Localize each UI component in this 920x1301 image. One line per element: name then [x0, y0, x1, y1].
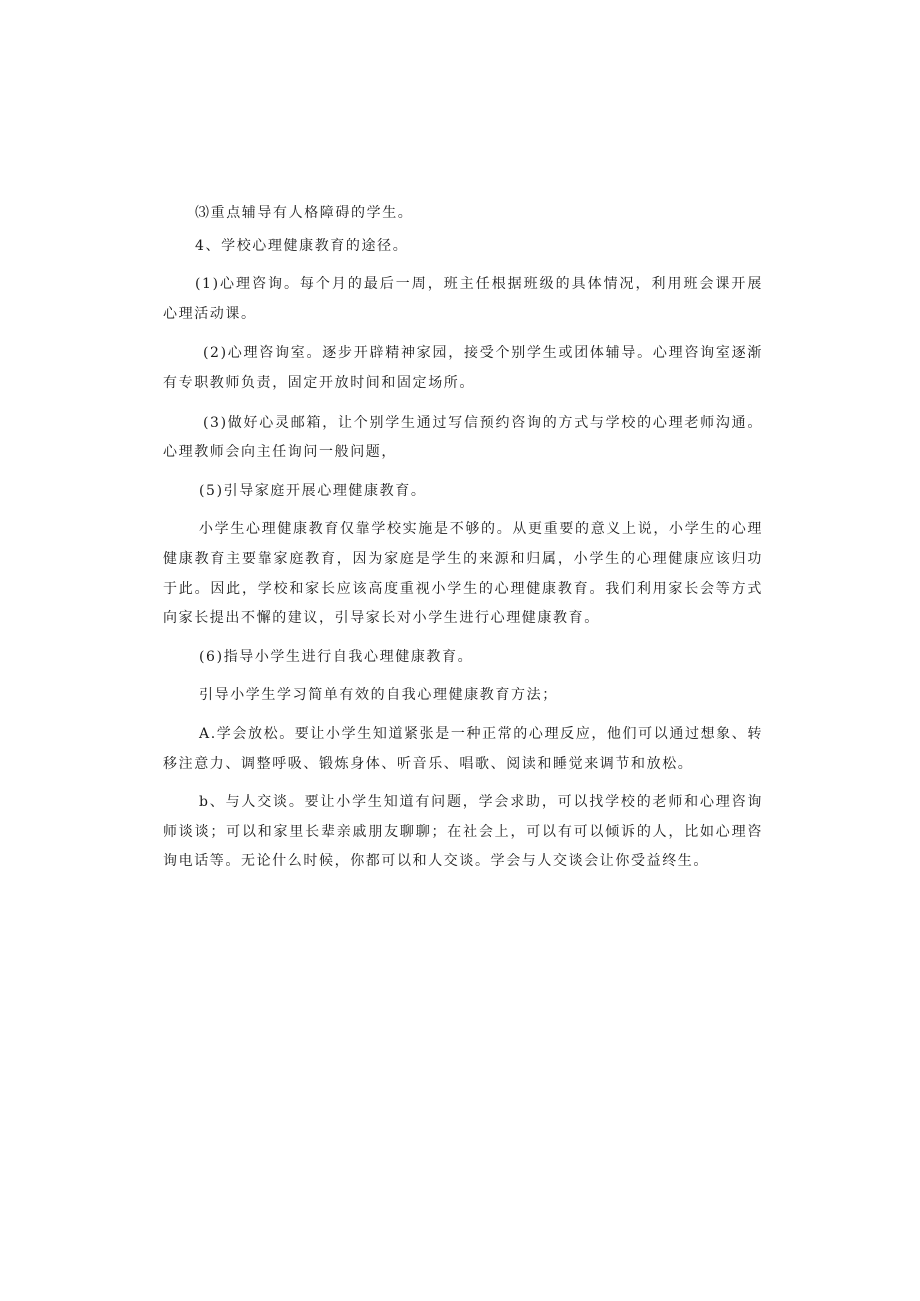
- paragraph-talk: b、与人交谈。要让小学生知道有问题，学会求助，可以找学校的老师和心理咨询师谈谈；可以和家里长辈亲戚朋友聊聊；在社会上，可以有可以倾诉的人，比如心理咨询电话等。无论什么时候，你都可以和人交谈。学会与人交谈会让你受益终生。: [163, 794, 763, 870]
- paragraph-key-guidance: ⑶重点辅导有人格障碍的学生。: [195, 205, 414, 221]
- paragraph-self-education-heading: (6)指导小学生进行自我心理健康教育。: [199, 648, 474, 665]
- paragraph-relax: A.学会放松。要让小学生知道紧张是一种正常的心理反应，他们可以通过想象、转移注意力、调整呼吸、锻炼身体、听音乐、唱歌、阅读和睡觉来调节和放松。: [163, 725, 763, 772]
- document-body: [163, 199, 763, 877]
- paragraph-self-education-intro: 引导小学生学习简单有效的自我心理健康教育方法；: [199, 687, 558, 704]
- paragraph-counseling: (1)心理咨询。每个月的最后一周，班主任根据班级的具体情况，利用班会课开展心理活动课。: [163, 276, 763, 322]
- section-heading-approaches: 4、学校心理健康教育的途径。: [195, 237, 409, 254]
- paragraph-mailbox: (3)做好心灵邮箱，让个别学生通过写信预约咨询的方式与学校的心理老师沟通。心理教师会向主任询问一般问题，: [163, 414, 763, 461]
- paragraph-family-heading: (5)引导家庭开展心理健康教育。: [199, 482, 427, 499]
- paragraph-counseling-room: (2)心理咨询室。逐步开辟精神家园，接受个别学生或团体辅导。心理咨询室逐渐有专职教师负责，固定开放时间和固定场所。: [163, 345, 763, 391]
- paragraph-family-education: 小学生心理健康教育仅靠学校实施是不够的。从更重要的意义上说，小学生的心理健康教育主要靠家庭教育，因为家庭是学生的来源和归属，小学生的心理健康应该归功于此。因此，学校和家长应该高度重视小学生的心理健康教育。我们利用家长会等方式向家长提出不懈的建议，引导家长对小学生进行心理健康教育。: [163, 521, 763, 627]
